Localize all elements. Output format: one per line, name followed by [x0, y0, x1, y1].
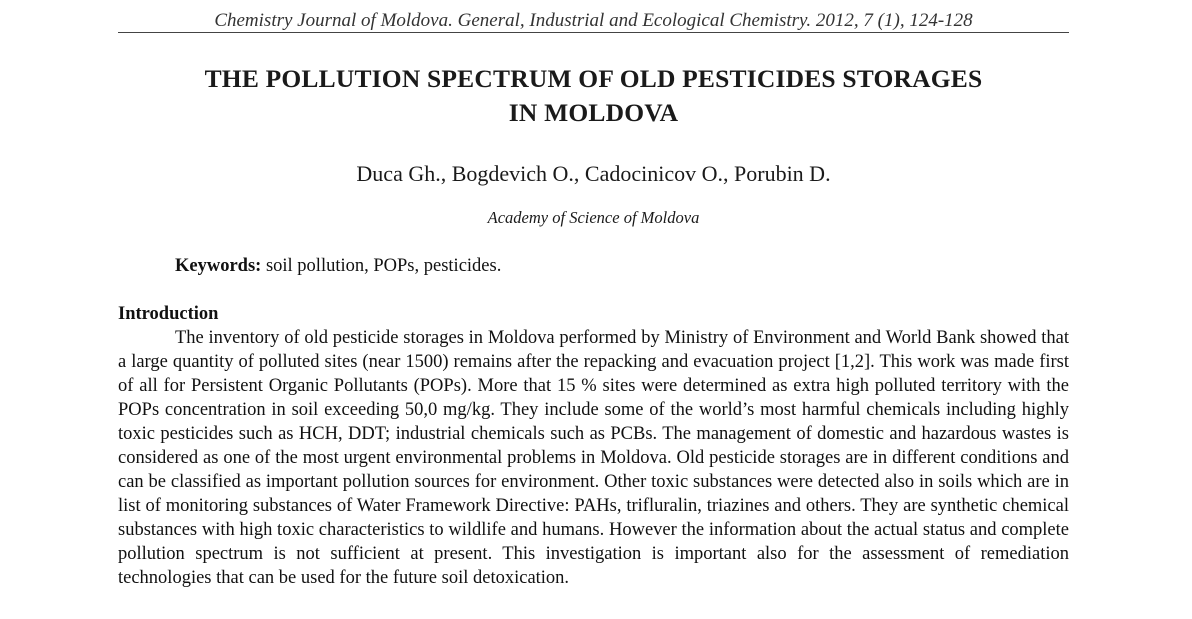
- author-affiliation: Academy of Science of Moldova: [487, 208, 700, 227]
- keywords-line: [175, 254, 501, 278]
- author-list: Duca Gh., Bogdevich O., Cadocinicov O., Porubin D.: [356, 161, 831, 186]
- paper-title-line-2: IN MOLDOVA: [508, 98, 679, 127]
- journal-header: Chemistry Journal of Moldova. General, Industrial and Ecological Chemistry. 2012, 7 (1), 124-128: [214, 10, 973, 31]
- paper-title-line-1: THE POLLUTION SPECTRUM OF OLD PESTICIDES STORAGES: [204, 64, 983, 93]
- header-divider: [118, 32, 1069, 33]
- section-heading-introduction: Introduction: [118, 304, 219, 324]
- paper-title: [118, 62, 1069, 130]
- keywords-label: Keywords:: [175, 256, 262, 276]
- introduction-paragraph: The inventory of old pesticide storages in Moldova performed by Ministry of Environment and World Bank showed that a large quantity of polluted sites (near 1500) remains after the repacking and evacuation project [1,2]. This work was made first of all for Persistent Organic Pollutants (POPs). More that 15 % sites were determined as extra high polluted territory with the POPs concentration in soil exceeding 50,0 mg/kg. They include some of the world’s most harmful chemicals including highly toxic pesticides such as HCH, DDT; industrial chemicals such as PCBs. The management of domestic and hazardous wastes is considered as one of the most urgent environmental problems in Moldova. Old pesticide storages are in different conditions and can be classified as important pollution sources for environment. Other toxic substances were detected also in soils which are in list of monitoring substances of Water Framework Directive: PAHs, trifluralin, triazines and others. They are synthetic chemical substances with high toxic characteristics to wildlife and humans. However the information about the actual status and complete pollution spectrum is not sufficient at present. This investigation is important also for the assessment of remediation technologies that can be used for the future soil detoxication.: [118, 328, 1069, 588]
- keywords-text: soil pollution, POPs, pesticides.: [261, 256, 502, 276]
